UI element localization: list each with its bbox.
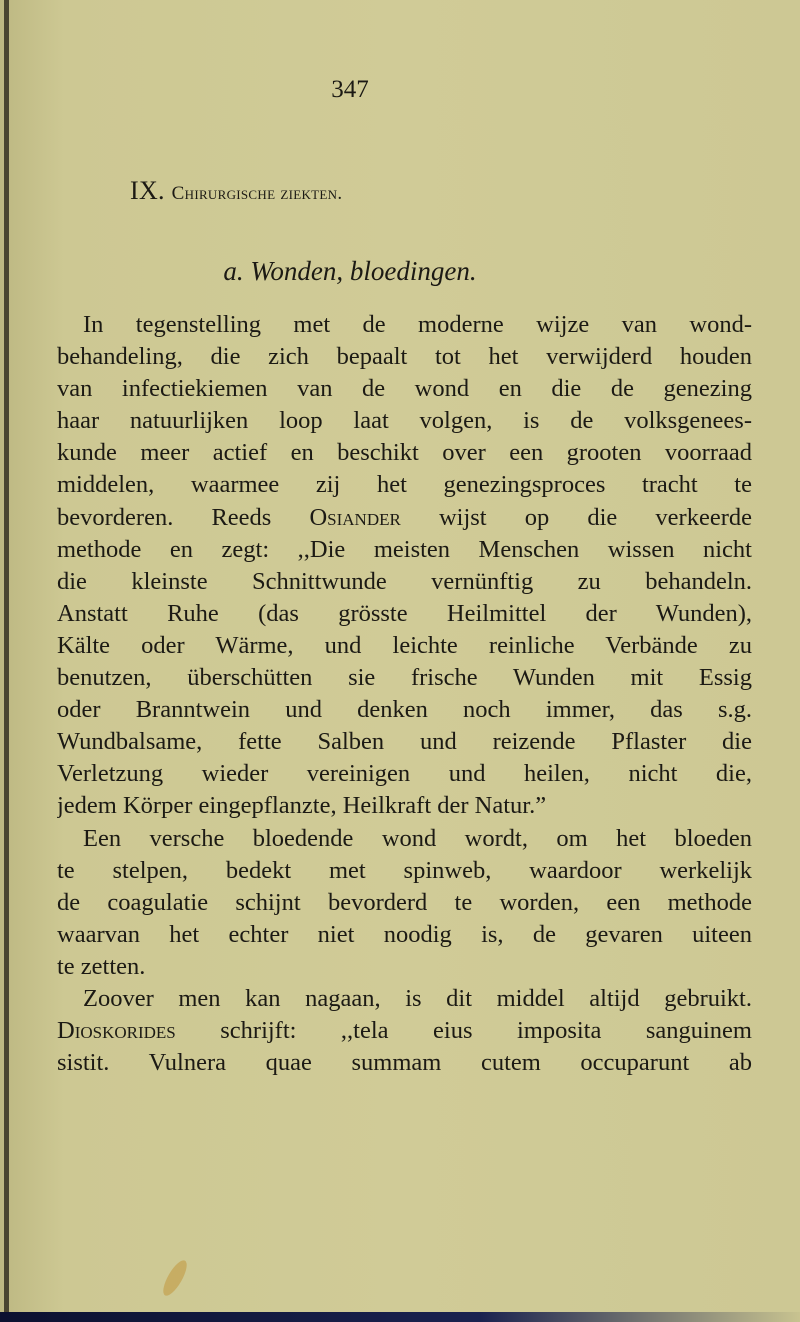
text-line: [57, 726, 752, 758]
text-line: [57, 309, 752, 341]
text-line: [57, 373, 752, 405]
text-line: [57, 758, 752, 790]
text-segment: Verletzung wieder vereinigen und heilen, nicht die,: [57, 760, 752, 788]
text-line: [57, 630, 752, 662]
text-line: [57, 983, 752, 1015]
text-line: [57, 502, 752, 534]
scan-bottom-edge: [0, 1312, 800, 1322]
text-line: [57, 1015, 752, 1047]
page-number: 347: [331, 76, 369, 103]
text-segment: die kleinste Schnittwunde vernünftig zu behandeln.: [57, 567, 752, 595]
text-segment: Een versche bloedende wond wordt, om het bloeden: [83, 824, 752, 852]
text-line: [57, 694, 752, 726]
text-line: [57, 405, 752, 437]
text-segment: oder Branntwein und denken noch immer, das s.g.: [57, 696, 752, 724]
text-line: [57, 790, 752, 822]
text-segment: benutzen, überschütten sie frische Wunden mit Essig: [57, 664, 752, 692]
section-heading: a. Wonden, bloedingen.: [223, 256, 477, 286]
text-line: [57, 951, 752, 983]
text-segment: waarvan het echter niet noodig is, de gevaren uiteen: [57, 920, 752, 948]
text-segment: te stelpen, bedekt met spinweb, waardoor werkelijk: [57, 856, 752, 884]
text-segment: schrijft: ,,tela eius imposita sanguinem: [175, 1017, 752, 1045]
text-segment: Anstatt Ruhe (das grösste Heilmittel der Wunden),: [57, 599, 752, 627]
text-segment: sistit. Vulnera quae summam cutem occuparunt ab: [57, 1049, 752, 1077]
text-segment: bevorderen. Reeds: [57, 503, 310, 531]
text-segment: middelen, waarmee zij het genezingsproces tracht te: [57, 471, 752, 499]
text-line: [57, 341, 752, 373]
text-segment: Kälte oder Wärme, und leichte reinliche Verbände zu: [57, 631, 752, 659]
text-line: [57, 598, 752, 630]
text-segment: kunde meer actief en beschikt over een grooten voorraad: [57, 439, 752, 467]
text-line: [57, 823, 752, 855]
text-segment: methode en zegt: ,,Die meisten Menschen wissen nicht: [57, 535, 752, 563]
book-spine-edge: [4, 0, 9, 1322]
text-segment: behandeling, die zich bepaalt tot het verwijderd houden: [57, 343, 752, 371]
author-name: Dioskorides: [57, 1017, 176, 1045]
chapter-title: Chirurgische ziekten.: [171, 183, 343, 204]
text-line: [57, 534, 752, 566]
body-text: [57, 309, 752, 1079]
text-segment: haar natuurlijken loop laat volgen, is de volksgenees-: [57, 407, 752, 435]
text-line: [57, 855, 752, 887]
text-segment: van infectiekiemen van de wond en die de genezing: [57, 375, 752, 403]
text-segment: de coagulatie schijnt bevorderd te worden, een methode: [57, 888, 752, 916]
text-line: [57, 887, 752, 919]
text-segment: Wundbalsame, fette Salben und reizende Pflaster die: [57, 728, 752, 756]
text-segment: te zetten.: [57, 952, 146, 980]
chapter-numeral: IX.: [130, 176, 165, 205]
text-segment: Zoover men kan nagaan, is dit middel altijd gebruikt.: [83, 984, 752, 1012]
text-segment: jedem Körper eingepflanzte, Heilkraft der Natur.”: [57, 792, 547, 820]
text-line: [57, 437, 752, 469]
chapter-heading: [130, 176, 342, 206]
text-line: [57, 566, 752, 598]
text-line: [57, 469, 752, 501]
text-line: [57, 919, 752, 951]
text-segment: wijst op die verkeerde: [400, 503, 752, 531]
text-line: [57, 1047, 752, 1079]
author-name: Osiander: [309, 503, 401, 531]
text-segment: In tegenstelling met de moderne wijze van wond-: [83, 311, 752, 338]
text-line: [57, 662, 752, 694]
paper-stain: [159, 1257, 191, 1299]
